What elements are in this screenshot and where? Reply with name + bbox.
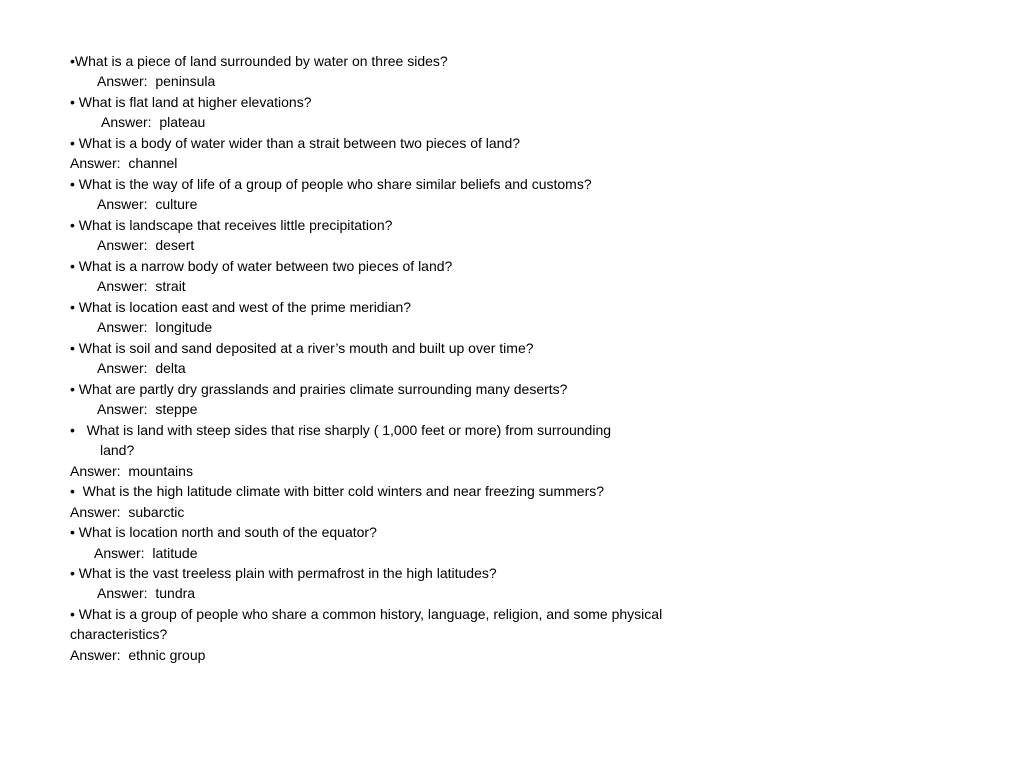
- question-line: • What is a body of water wider than a strait between two pieces of land?: [70, 134, 521, 151]
- question-line: • What is the way of life of a group of people who share similar beliefs and customs?: [70, 175, 592, 192]
- answer-line: Answer: culture: [97, 196, 198, 213]
- question-line: • What are partly dry grasslands and prairies climate surrounding many deserts?: [70, 380, 568, 397]
- question-line: •What is a piece of land surrounded by water on three sides?: [70, 53, 448, 69]
- question-line: • What is a narrow body of water between two pieces of land?: [70, 257, 453, 274]
- question-line: • What is the vast treeless plain with permafrost in the high latitudes?: [70, 565, 497, 581]
- answer-line: Answer: mountains: [70, 462, 193, 479]
- answer-line: Answer: steppe: [97, 401, 198, 418]
- question-line: • What is location east and west of the prime meridian?: [70, 298, 412, 315]
- answer-line: Answer: peninsula: [97, 73, 216, 90]
- answer-line: Answer: channel: [70, 155, 178, 172]
- question-line: • What is flat land at higher elevations?: [70, 93, 312, 110]
- answer-line: Answer: delta: [97, 360, 186, 377]
- answer-line: Answer: ethnic group: [70, 646, 206, 663]
- answer-line: Answer: tundra: [97, 585, 196, 602]
- answer-line: Answer: desert: [97, 237, 195, 254]
- question-line: • What is a group of people who share a common history, language, religion, and some physical: [70, 605, 663, 622]
- question-line: • What is location north and south of the equator?: [70, 524, 377, 541]
- answer-line: Answer: subarctic: [70, 503, 185, 520]
- question-line: • What is the high latitude climate with bitter cold winters and near freezing summers?: [70, 483, 605, 500]
- question-line: • What is landscape that receives little precipitation?: [70, 216, 393, 233]
- question-line: • What is soil and sand deposited at a river’s mouth and built up over time?: [70, 339, 534, 356]
- question-line: land?: [100, 442, 135, 459]
- question-line: characteristics?: [70, 626, 168, 643]
- answer-line: Answer: latitude: [94, 544, 198, 561]
- answer-line: Answer: strait: [97, 278, 186, 295]
- question-line: • What is land with steep sides that rise sharply ( 1,000 feet or more) from surrounding: [70, 421, 612, 438]
- answer-line: Answer: plateau: [101, 114, 206, 131]
- answer-line: Answer: longitude: [97, 319, 213, 336]
